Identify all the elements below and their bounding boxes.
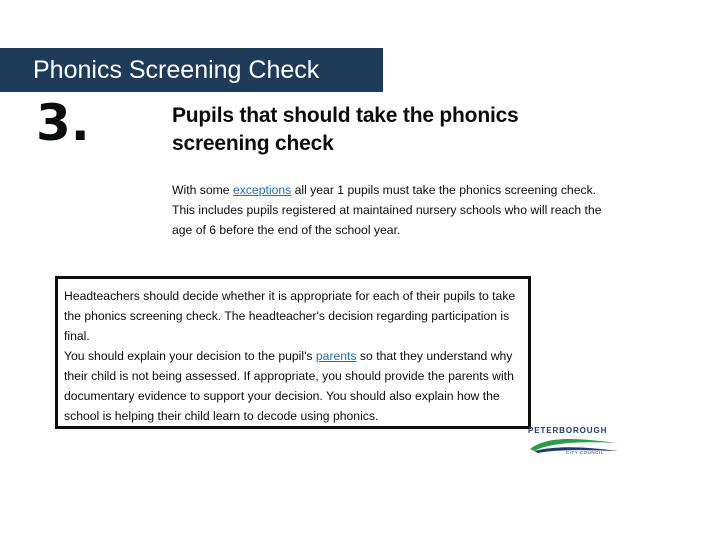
intro-paragraph xyxy=(172,180,622,240)
parents-link[interactable]: parents xyxy=(315,349,357,363)
article-heading: Pupils that should take the phonics screening check xyxy=(172,104,519,155)
callout-paragraph-1: Headteachers should decide whether it is appropriate for each of their pupils to take the phonics screening check. The headteacher's decision regarding participation is final. xyxy=(64,289,516,343)
logo-name: PETERBOROUGH xyxy=(528,426,608,435)
slide-title: Phonics Screening Check xyxy=(33,56,320,84)
council-logo xyxy=(528,426,620,460)
callout-box xyxy=(55,276,531,429)
intro-text-start: With some xyxy=(172,183,233,197)
section-number: 3. xyxy=(36,94,90,152)
exceptions-link[interactable]: exceptions xyxy=(232,183,292,197)
callout-paragraph-2 xyxy=(64,346,526,426)
callout-text-start: You should explain your decision to the pupil's xyxy=(64,349,316,363)
callout-text-end: so that they understand why their child is not being assessed. If appropriate, you should provide the parents with documentary evidence to support your decision. You should also explain how the school is helping their child learn to decode using phonics. xyxy=(64,349,514,423)
intro-text-end: all year 1 pupils must take the phonics screening check. This includes pupils registered at maintained nursery schools who will reach the age of 6 before the end of the school year. xyxy=(172,183,602,237)
logo-subtitle: CITY COUNCIL xyxy=(566,450,604,455)
